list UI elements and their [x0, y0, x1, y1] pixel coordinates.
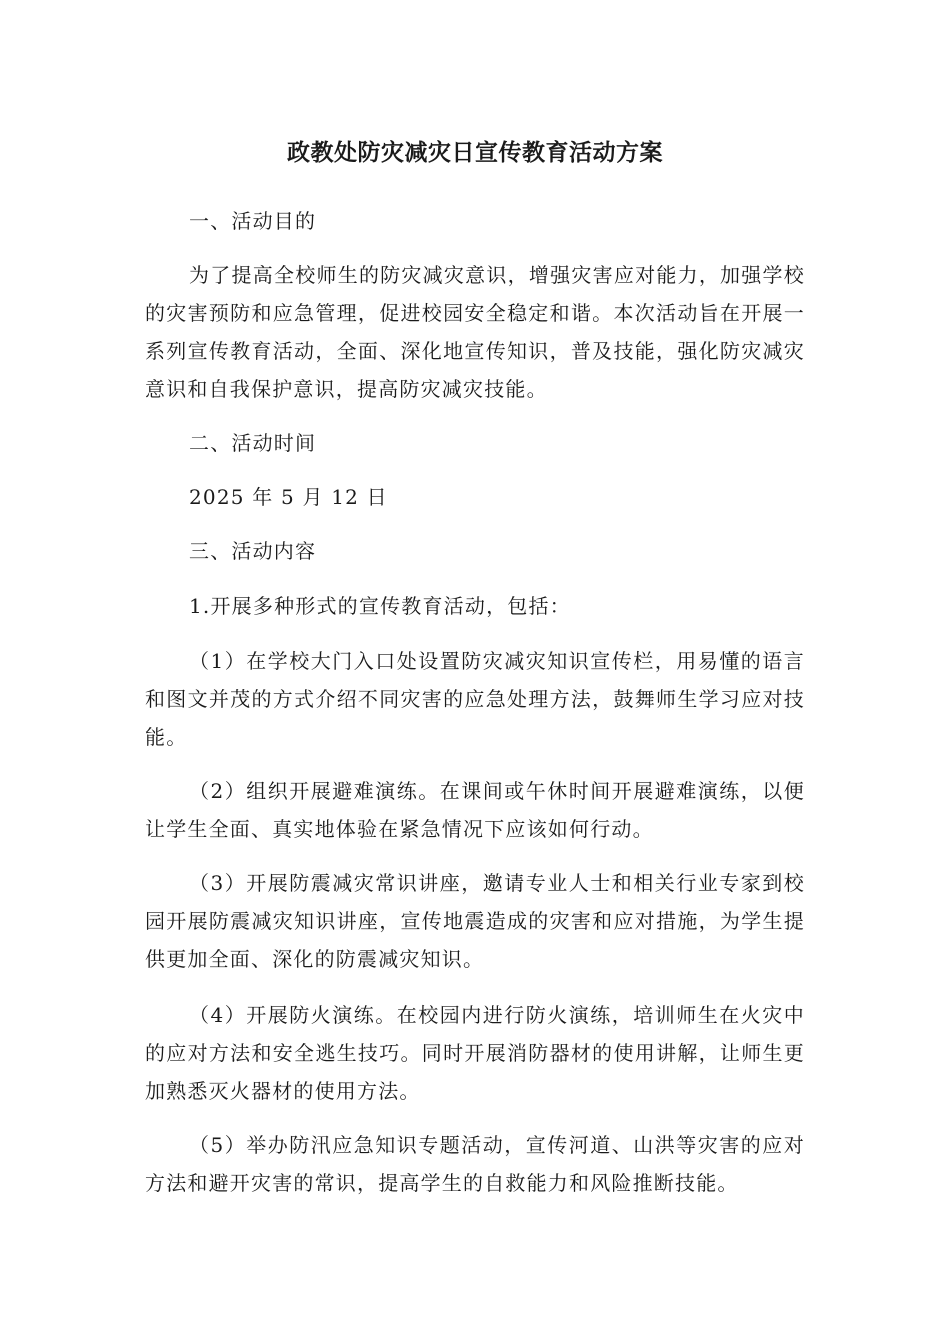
- paragraph-date: 2025 年 5 月 12 日: [189, 485, 388, 509]
- paragraph-purpose: 为了提高全校师生的防灾减灾意识，增强灾害应对能力，加强学校的灾害预防和应急管理，促进校园安全稳定和谐。本次活动旨在开展一系列宣传教育活动，全面、深化地宣传知识，普及技能，强化防灾减灾意识和自我保护意识，提高防灾减灾技能。: [145, 263, 805, 401]
- list-intro: 1.开展多种形式的宣传教育活动，包括：: [189, 594, 571, 618]
- list-item-1: （1）在学校大门入口处设置防灾减灾知识宣传栏，用易懂的语言和图文并茂的方式介绍不同灾害的应急处理方法，鼓舞师生学习应对技能。: [145, 649, 805, 749]
- list-item-3: （3）开展防震减灾常识讲座，邀请专业人士和相关行业专家到校园开展防震减灾知识讲座，宣传地震造成的灾害和应对措施，为学生提供更加全面、深化的防震减灾知识。: [145, 871, 805, 971]
- document-title: 政教处防灾减灾日宣传教育活动方案: [287, 140, 663, 166]
- section-heading-content: 三、活动内容: [189, 539, 317, 563]
- list-item-2: （2）组织开展避难演练。在课间或午休时间开展避难演练，以便让学生全面、真实地体验在紧急情况下应该如何行动。: [145, 779, 805, 841]
- section-heading-purpose: 一、活动目的: [189, 209, 317, 233]
- list-item-5: （5）举办防汛应急知识专题活动，宣传河道、山洪等灾害的应对方法和避开灾害的常识，提高学生的自救能力和风险推断技能。: [145, 1133, 805, 1195]
- list-item-4: （4）开展防火演练。在校园内进行防火演练，培训师生在火灾中的应对方法和安全逃生技巧。同时开展消防器材的使用讲解，让师生更加熟悉灭火器材的使用方法。: [145, 1003, 805, 1103]
- section-heading-time: 二、活动时间: [189, 431, 317, 455]
